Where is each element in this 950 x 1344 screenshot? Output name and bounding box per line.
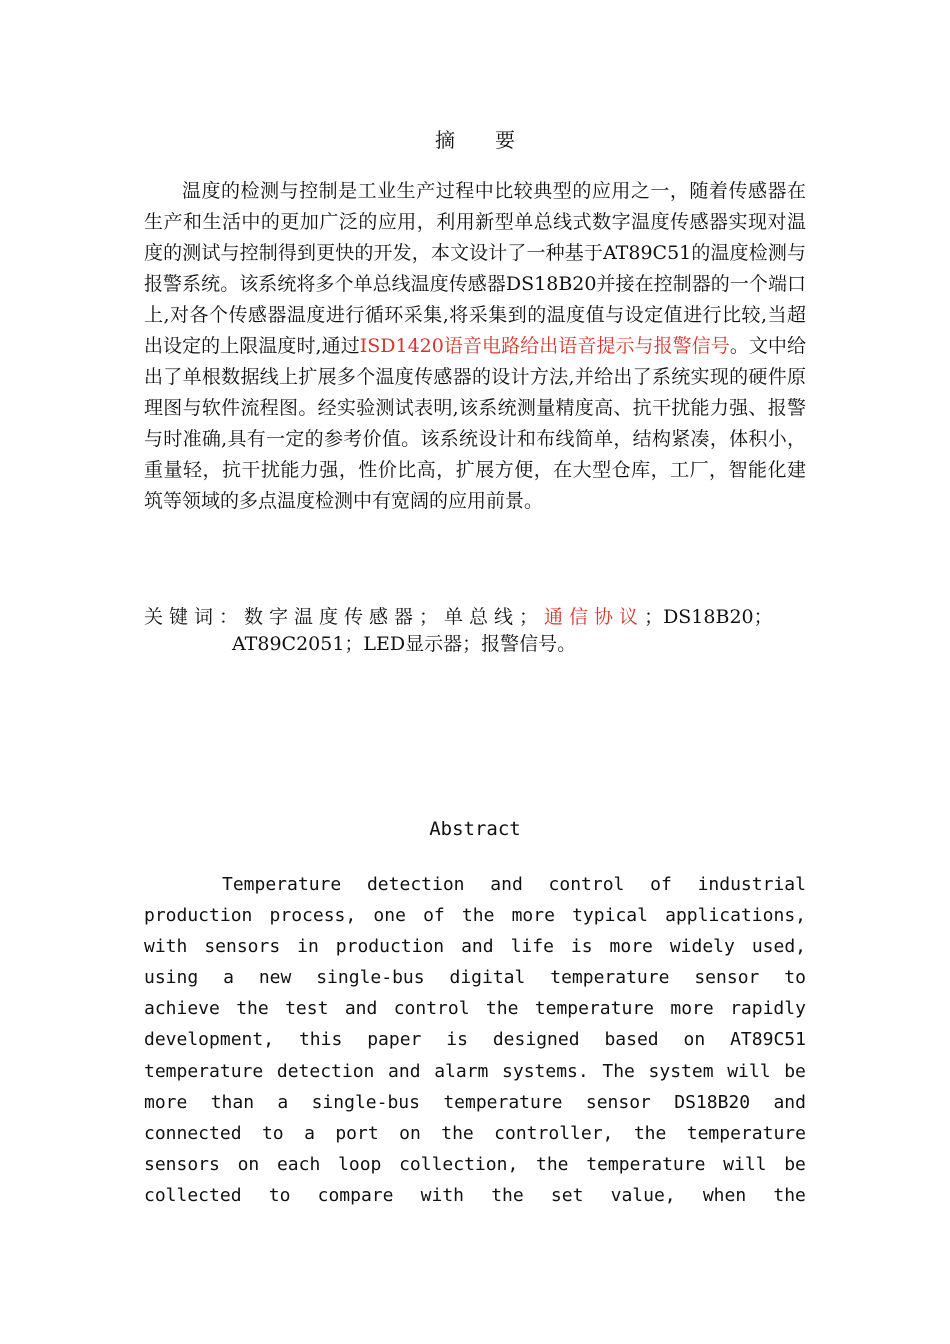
english-word: widely	[669, 936, 735, 958]
keywords-line-1	[144, 604, 806, 631]
english-word: temperature	[586, 1153, 706, 1175]
english-word: digital	[449, 967, 526, 989]
english-word: of	[650, 874, 672, 895]
english-word: test	[285, 998, 329, 1020]
english-word: temperature	[443, 1091, 563, 1113]
english-abstract-line	[144, 1024, 806, 1055]
english-word: be	[784, 1060, 806, 1082]
english-word: loop	[338, 1153, 382, 1175]
english-word: on	[237, 1153, 260, 1175]
keywords-label: 关键词：	[144, 606, 245, 628]
english-word: to	[268, 1184, 291, 1206]
english-word: sensors	[144, 1153, 220, 1175]
english-word: control	[393, 998, 470, 1020]
english-word: Temperature	[222, 874, 342, 895]
english-word: production	[335, 936, 445, 958]
english-word: will	[723, 1153, 767, 1175]
cn-text-before: 温度的检测与控制是工业生产过程中比较典型的应用之一，随着传感器在生产和生活中的更加广泛的应用，利用新型单总线式数字温度传感器实现对温度的测试与控制得到更快的开发，本文设计了一种基于AT89C51的温度检测与报警系统。该系统将多个单总线温度传感器DS18B20并接在控制器的一个端口上,对各个传感器温度进行循环采集,将采集到的温度值与设定值进行比较,当超出设定的上限温度时,通过	[144, 180, 806, 357]
english-word: the	[633, 1122, 667, 1144]
english-abstract-line	[144, 931, 806, 962]
english-word: a	[223, 967, 234, 989]
english-word: process,	[269, 905, 357, 927]
english-abstract-line	[144, 1056, 806, 1087]
english-abstract-line	[144, 962, 806, 993]
english-word: this	[298, 1029, 343, 1051]
english-abstract-line	[144, 1180, 806, 1211]
english-word: on	[683, 1029, 706, 1051]
english-abstract-line	[144, 1087, 806, 1118]
english-word: and	[344, 998, 378, 1020]
english-word: one	[373, 905, 406, 927]
english-word: and	[461, 936, 494, 958]
english-word: designed	[492, 1029, 580, 1051]
english-word: AT89C51	[730, 1029, 806, 1051]
english-word: sensors	[204, 936, 281, 958]
english-word: detection	[276, 1060, 375, 1082]
english-word: development,	[144, 1029, 275, 1051]
english-word: alarm	[434, 1060, 489, 1082]
english-word: temperature	[550, 967, 670, 989]
english-word: is	[570, 936, 593, 958]
english-word: based	[604, 1029, 659, 1051]
keywords-block	[144, 604, 806, 658]
english-word: the	[491, 1184, 524, 1206]
cn-text-highlight: ISD1420语音电路给出语音提示与报警信号	[359, 335, 730, 357]
chinese-abstract-title	[0, 124, 950, 153]
english-word: industrial	[697, 874, 806, 895]
english-abstract-line	[144, 1149, 806, 1180]
english-word: the	[485, 998, 519, 1020]
english-word: value,	[610, 1184, 676, 1206]
english-word: port	[335, 1122, 379, 1144]
english-word: and	[388, 1060, 421, 1082]
english-word: a	[304, 1122, 315, 1144]
english-word: more	[670, 998, 714, 1020]
english-word: single-bus	[311, 1091, 420, 1113]
english-word: sensor	[694, 967, 760, 989]
english-abstract-line	[144, 869, 806, 900]
english-word: on	[399, 1122, 421, 1144]
english-word: than	[210, 1091, 255, 1113]
english-word: the	[773, 1184, 806, 1206]
english-word: more	[511, 905, 555, 927]
keywords-line-2: AT89C2051；LED显示器；报警信号。	[232, 633, 577, 655]
english-word: detection	[366, 874, 465, 895]
english-word: collection,	[399, 1153, 519, 1175]
english-word: will	[727, 1060, 771, 1082]
english-word: sensor	[585, 1091, 651, 1113]
english-word: using	[144, 967, 199, 989]
english-word: production	[144, 905, 253, 927]
english-word: life	[510, 936, 554, 958]
english-word: rapidly	[730, 998, 806, 1020]
english-word: typical	[572, 905, 648, 927]
english-word: and	[773, 1091, 806, 1113]
english-word: to	[261, 1122, 284, 1144]
english-word: is	[446, 1029, 468, 1051]
english-word: a	[277, 1091, 289, 1113]
english-word: system	[648, 1060, 714, 1082]
english-word: single-bus	[316, 967, 425, 989]
keyword-3: 通信协议	[544, 606, 645, 628]
keyword-2: 单总线；	[444, 606, 545, 628]
english-word: the	[441, 1122, 474, 1144]
english-word: temperature	[534, 998, 654, 1020]
english-word: each	[276, 1153, 321, 1175]
english-abstract-line	[144, 900, 806, 931]
english-abstract-line	[144, 993, 806, 1024]
english-abstract-line	[144, 1118, 806, 1149]
keyword-1: 数字温度传感器；	[244, 606, 445, 628]
english-word: The	[602, 1060, 635, 1082]
english-word: DS18B20	[674, 1091, 751, 1113]
english-word: when	[702, 1184, 747, 1206]
english-word: the	[236, 998, 269, 1020]
english-word: compare	[317, 1184, 394, 1206]
english-word: the	[536, 1153, 569, 1175]
english-word: be	[784, 1153, 806, 1175]
english-word: control	[548, 874, 625, 895]
english-word: more	[609, 936, 653, 958]
english-word: achieve	[144, 998, 220, 1020]
english-word: systems.	[502, 1060, 589, 1082]
english-abstract-body	[144, 869, 806, 1211]
english-word: temperature	[686, 1122, 806, 1144]
english-word: connected	[144, 1122, 242, 1144]
english-word: to	[784, 967, 806, 989]
english-word: temperature	[144, 1060, 264, 1082]
cn-text-after: 。文中给出了单根数据线上扩展多个温度传感器的设计方法,并给出了系统实现的硬件原理图与软件流程图。经实验测试表明,该系统测量精度高、抗干扰能力强、报警与时准确,具有一定的参考价值。该系统设计和布线简单，结构紧凑，体积小，重量轻，抗干扰能力强，性价比高，扩展方便，在大型仓库，工厂，智能化建筑等领域的多点温度检测中有宽阔的应用前景。	[144, 335, 806, 512]
english-word: set	[550, 1184, 584, 1206]
english-word: with	[420, 1184, 465, 1206]
keyword-4: ；DS18B20；	[644, 606, 773, 628]
english-word: in	[297, 936, 319, 958]
english-word: of	[423, 905, 445, 927]
chinese-abstract-body	[144, 176, 806, 517]
english-word: used,	[751, 936, 806, 958]
title-char-1: 摘	[435, 128, 455, 152]
english-abstract-title: Abstract	[429, 818, 521, 840]
english-word: and	[490, 874, 523, 895]
english-word: the	[461, 905, 495, 927]
english-word: paper	[367, 1029, 422, 1051]
english-word: new	[258, 967, 292, 989]
english-word: collected	[144, 1184, 242, 1206]
english-word: with	[144, 936, 188, 958]
english-word: controller,	[494, 1122, 614, 1144]
english-word: applications,	[665, 905, 806, 927]
title-char-2: 要	[495, 128, 515, 152]
english-word: more	[144, 1091, 188, 1113]
